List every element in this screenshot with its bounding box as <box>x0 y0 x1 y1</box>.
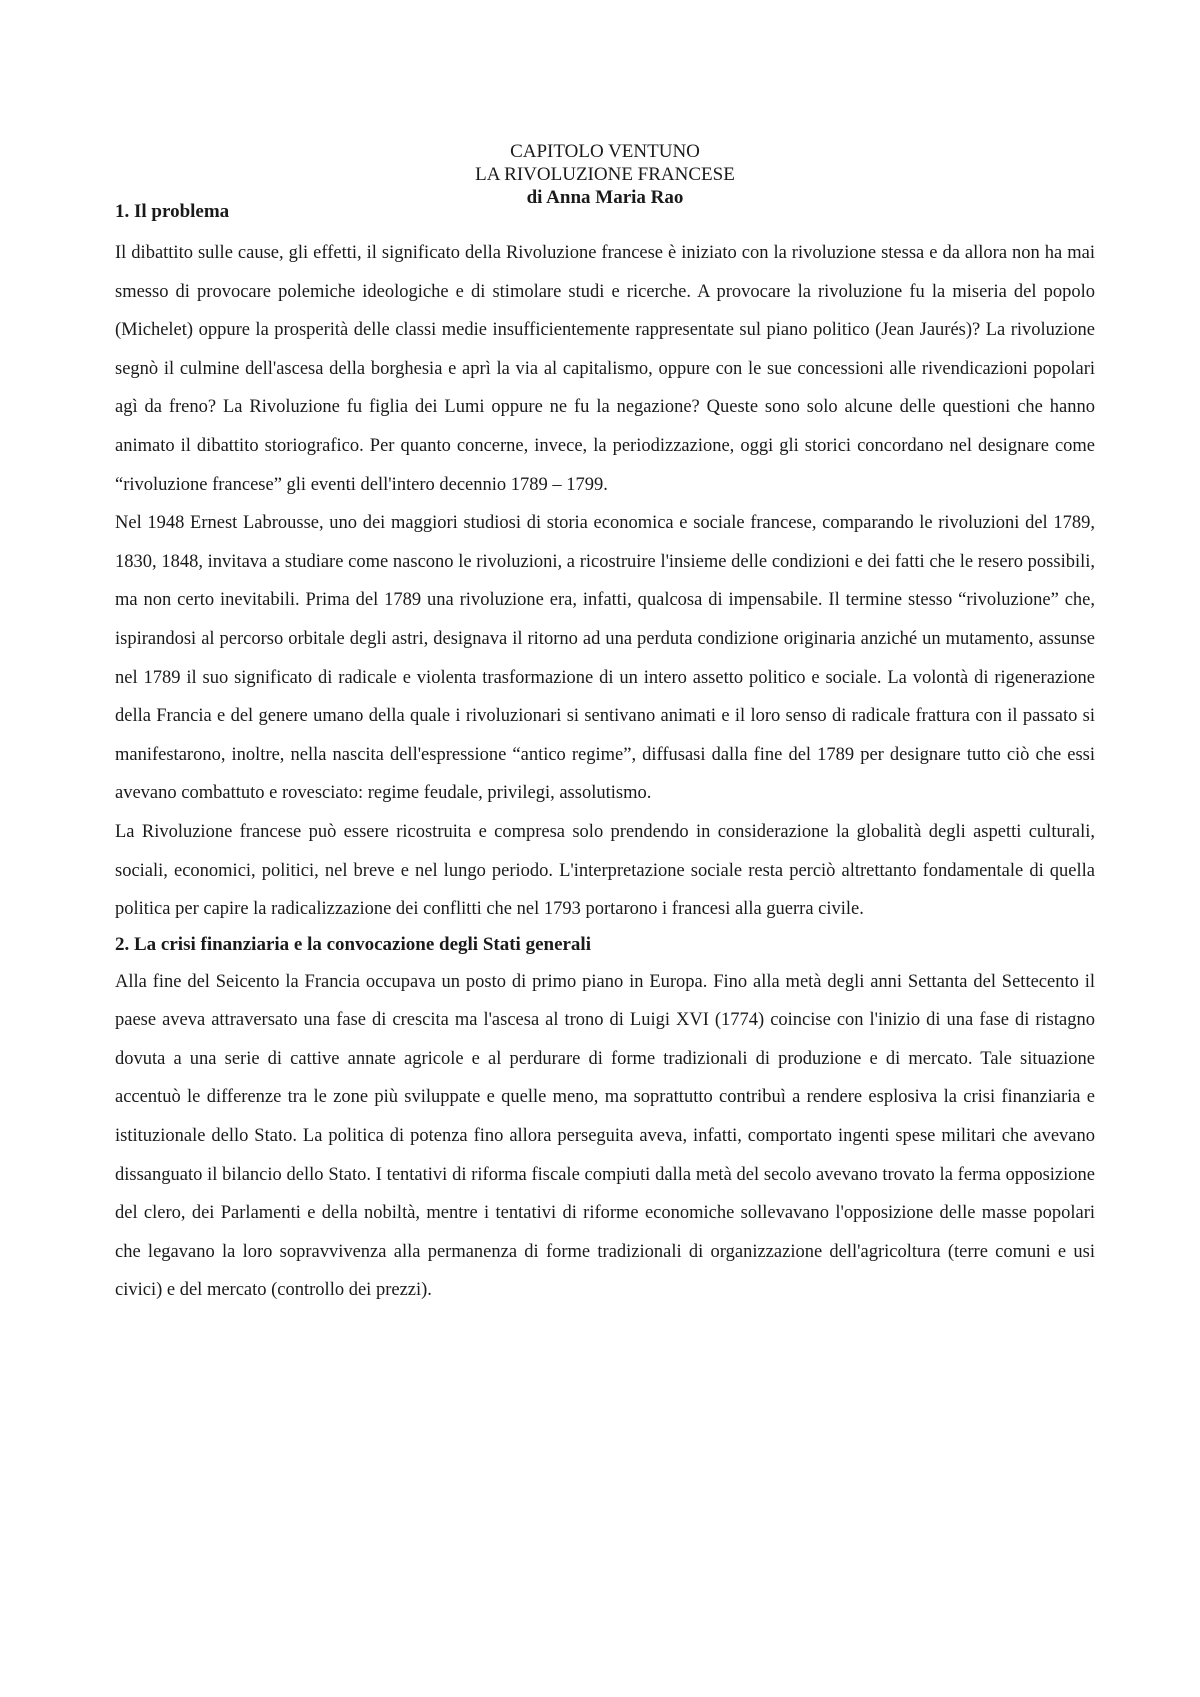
chapter-label: CAPITOLO VENTUNO <box>510 141 700 162</box>
document-page <box>115 140 1095 1310</box>
section-heading-1: 1. Il problema <box>115 201 230 222</box>
paragraph: La Rivoluzione francese può essere ricostruita e compresa solo prendendo in considerazione la globalità degli aspetti culturali, sociali, economici, politici, nel breve e nel lungo periodo. L'interpretazione sociale resta perciò altrettanto fondamentale di quella politica per capire la radicalizzazione dei conflitti che nel 1793 portarono i francesi alla guerra civile. <box>115 821 1095 920</box>
chapter-title: LA RIVOLUZIONE FRANCESE <box>475 164 735 185</box>
paragraph: Nel 1948 Ernest Labrousse, uno dei maggiori studiosi di storia economica e sociale francese, comparando le rivoluzioni del 1789, 1830, 1848, invitava a studiare come nascono le rivoluzioni, a ricostruire l'insieme delle condizioni e dei fatti che le resero possibili, ma non certo inevitabili. Prima del 1789 una rivoluzione era, infatti, qualcosa di impensabile. Il termine stesso “rivoluzione” che, ispirandosi al percorso orbitale degli astri, designava il ritorno ad una perduta condizione originaria anziché un mutamento, assunse nel 1789 il suo significato di radicale e violenta trasformazione di un intero assetto politico e sociale. La volontà di rigenerazione della Francia e del genere umano della quale i rivoluzionari si sentivano animati e il loro senso di radicale frattura con il passato si manifestarono, inoltre, nella nascita dell'espressione “antico regime”, diffusasi dalla fine del 1789 per designare tutto ciò che essi avevano combattuto e rovesciato: regime feudale, privilegi, assolutismo. <box>115 513 1095 804</box>
paragraph: Alla fine del Seicento la Francia occupava un posto di primo piano in Europa. Fino alla metà degli anni Settanta del Settecento il paese aveva attraversato una fase di crescita ma l'ascesa al trono di Luigi XVI (1774) coincise con l'inizio di una fase di ristagno dovuta a una serie di cattive annate agricole e al perdurare di forme tradizionali di produzione e di mercato. Tale situazione accentuò le differenze tra le zone più sviluppate e quelle meno, ma soprattutto contribuì a rendere esplosiva la crisi finanziaria e istituzionale dello Stato. La politica di potenza fino allora perseguita aveva, infatti, comportato ingenti spese militari che avevano dissanguato il bilancio dello Stato. I tentativi di riforma fiscale compiuti dalla metà del secolo avevano trovato la ferma opposizione del clero, dei Parlamenti e della nobiltà, mentre i tentativi di riforme economiche sollevavano l'opposizione delle masse popolari che legavano la loro sopravvivenza alla permanenza di forme tradizionali di organizzazione dell'agricoltura (terre comuni e usi civici) e del mercato (controllo dei prezzi). <box>115 971 1095 1301</box>
title-block <box>115 140 1095 209</box>
paragraph: Il dibattito sulle cause, gli effetti, il significato della Rivoluzione francese è iniziato con la rivoluzione stessa e da allora non ha mai smesso di provocare polemiche ideologiche e di stimolare studi e ricerche. A provocare la rivoluzione fu la miseria del popolo (Michelet) oppure la prosperità delle classi medie insufficientemente rappresentate sul piano politico (Jean Jaurés)? La rivoluzione segnò il culmine dell'ascesa della borghesia e aprì la via al capitalismo, oppure con le sue concessioni alle rivendicazioni popolari agì da freno? La Rivoluzione fu figlia dei Lumi oppure ne fu la negazione? Queste sono solo alcune delle questioni che hanno animato il dibattito storiografico. Per quanto concerne, invece, la periodizzazione, oggi gli storici concordano nel designare come “rivoluzione francese” gli eventi dell'intero decennio 1789 – 1799. <box>115 243 1095 495</box>
author-line: di Anna Maria Rao <box>526 187 684 208</box>
section-heading-2: 2. La crisi finanziaria e la convocazione degli Stati generali <box>115 933 591 955</box>
